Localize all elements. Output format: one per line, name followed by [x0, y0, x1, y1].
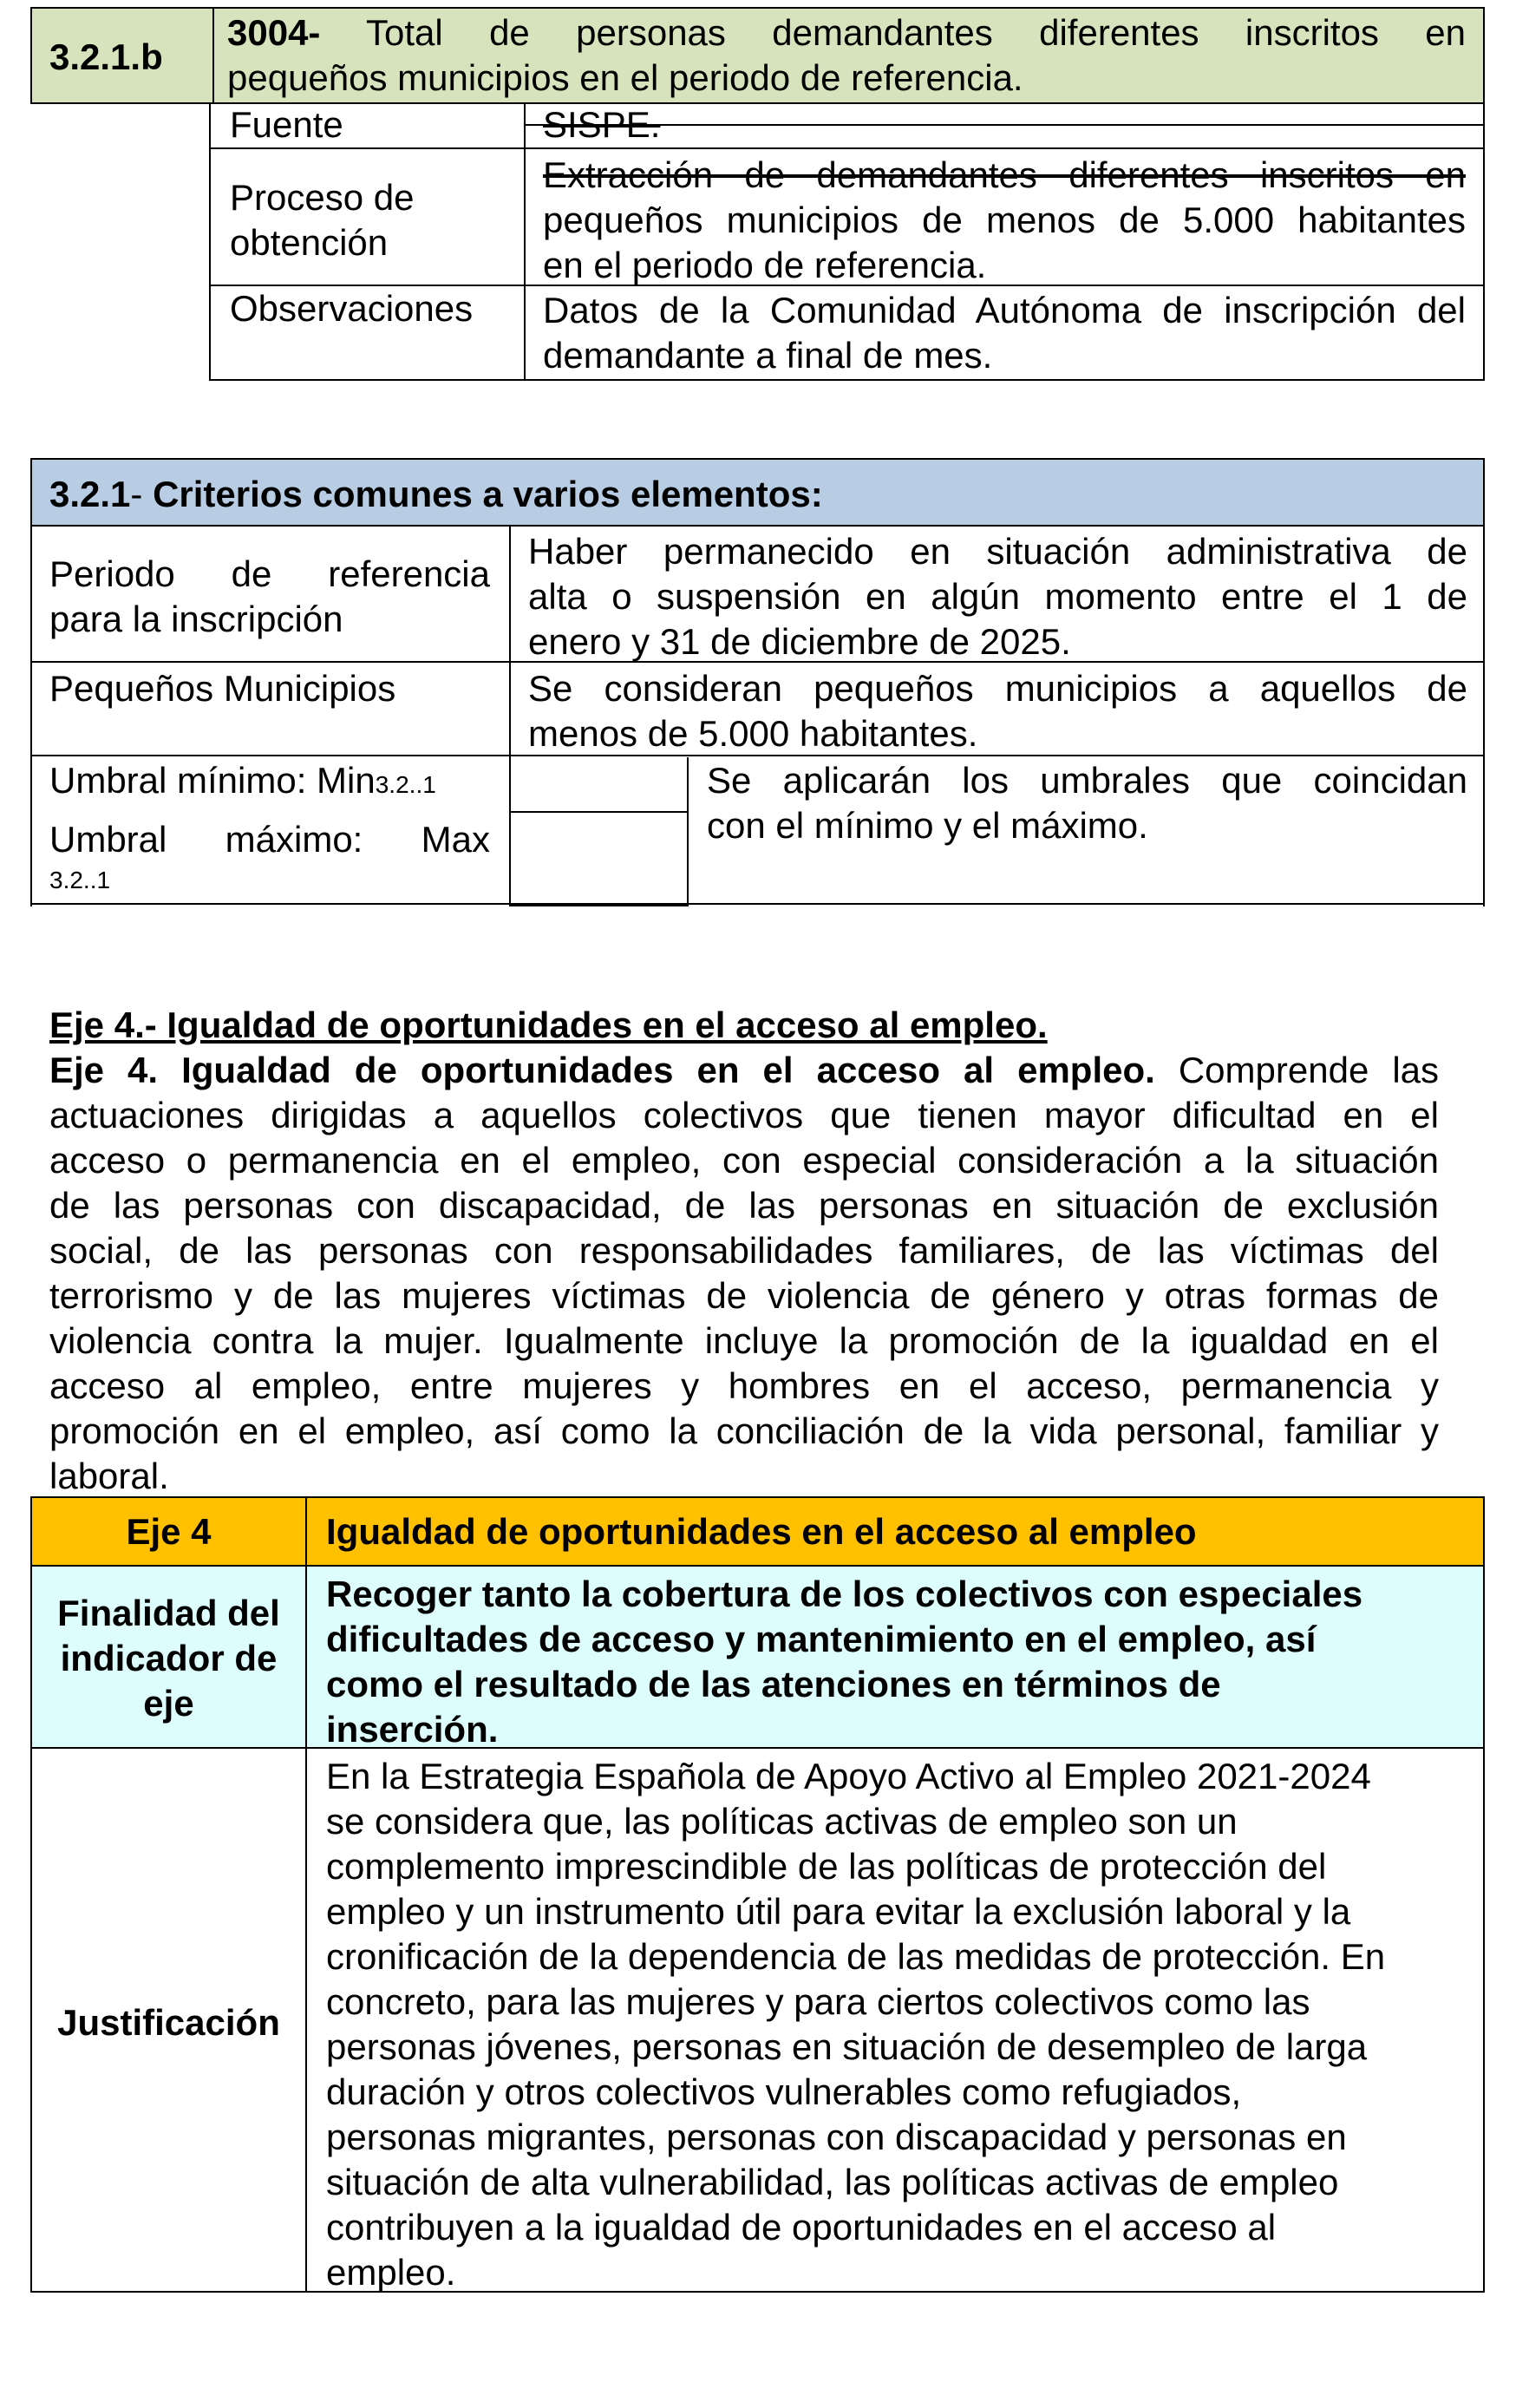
finalidad-label-3: eje — [143, 1683, 194, 1724]
observaciones-value-1: Datos de la Comunidad Autónoma de inscripción del — [543, 290, 1466, 330]
finalidad-line: Recoger tanto la cobertura de los colectivos con especiales — [326, 1574, 1363, 1614]
observaciones-value-2: demandante a final de mes. — [543, 335, 993, 376]
umbral-value-1: Se aplicarán los umbrales que coincidan — [707, 760, 1467, 801]
fuente-value: SISPE. — [543, 104, 661, 145]
para-line: violencia contra la mujer. Igualmente incluye la promoción de la igualdad en el — [49, 1320, 1439, 1361]
section-heading: Eje 4.- Igualdad de oportunidades en el acceso al empleo. — [49, 1004, 1048, 1045]
eje-label: Eje 4 — [126, 1511, 212, 1552]
proceso-value-3: en el periodo de referencia. — [543, 245, 987, 285]
justificacion-line: empleo. — [326, 2252, 456, 2293]
umbral-min-label: Umbral mínimo: Min3.2..1 — [49, 760, 436, 801]
justificacion-line: personas migrantes, personas con discapacidad y personas en — [326, 2117, 1347, 2157]
periodo-value-1: Haber permanecido en situación administrativa de — [528, 531, 1467, 572]
pequenos-label: Pequeños Municipios — [49, 668, 396, 709]
table1-indicator-line2: pequeños municipios en el periodo de referencia. — [227, 57, 1023, 98]
finalidad-label-1: Finalidad del — [57, 1593, 280, 1633]
periodo-value-2: alta o suspensión en algún momento entre el 1 de — [528, 576, 1467, 617]
section-paragraph-last: laboral. — [49, 1456, 169, 1496]
para-line: social, de las personas con responsabilidades familiares, de las víctimas del — [49, 1230, 1439, 1271]
periodo-label-1: Periodo de referencia — [49, 553, 490, 594]
table2-title: 3.2.1- Criterios comunes a varios elementos: — [49, 474, 823, 514]
para-line: acceso al empleo, entre mujeres y hombres en el acceso, permanencia y — [49, 1365, 1439, 1406]
pequenos-value-2: menos de 5.000 habitantes. — [528, 713, 978, 754]
para-line: actuaciones dirigidas a aquellos colectivos que tienen mayor dificultad en el — [49, 1095, 1439, 1135]
justificacion-line: concreto, para las mujeres y para ciertos colectivos como las — [326, 1981, 1310, 2022]
justificacion-line: empleo y un instrumento útil para evitar la exclusión laboral y la — [326, 1891, 1351, 1932]
para-line: terrorismo y de las mujeres víctimas de violencia de género y otras formas de — [49, 1275, 1439, 1316]
table1-code: 3.2.1.b — [49, 36, 163, 77]
umbral-max-subscript: 3.2..1 — [49, 867, 111, 893]
justificacion-line: complemento imprescindible de las políticas de protección del — [326, 1846, 1327, 1887]
proceso-value-1: Extracción de demandantes diferentes inscritos en — [543, 154, 1466, 195]
para-line: acceso o permanencia en el empleo, con especial consideración a la situación — [49, 1140, 1439, 1181]
periodo-value-3: enero y 31 de diciembre de 2025. — [528, 621, 1071, 662]
justificacion-line: duración y otros colectivos vulnerables como refugiados, — [326, 2071, 1242, 2112]
umbral-value-2: con el mínimo y el máximo. — [707, 805, 1148, 846]
umbral-min-subscript: 3.2..1 — [375, 771, 436, 798]
finalidad-line: como el resultado de las atenciones en términos de — [326, 1664, 1221, 1705]
justificacion-line: situación de alta vulnerabilidad, las políticas activas de empleo — [326, 2162, 1339, 2202]
para-line: de las personas con discapacidad, de las personas en situación de exclusión — [49, 1185, 1439, 1226]
table1-indicator-id: 3004- — [227, 12, 321, 53]
finalidad-line: inserción. — [326, 1709, 499, 1750]
periodo-label-2: para la inscripción — [49, 599, 343, 639]
proceso-value-2: pequeños municipios de menos de 5.000 habitantes — [543, 200, 1466, 240]
finalidad-label-2: indicador de — [60, 1638, 278, 1678]
observaciones-label: Observaciones — [230, 288, 474, 329]
section-paragraph-line-1: Eje 4. Igualdad de oportunidades en el acceso al empleo. Comprende las — [49, 1050, 1440, 1090]
eje-title: Igualdad de oportunidades en el acceso al empleo — [326, 1511, 1197, 1552]
proceso-label-2: obtención — [230, 222, 389, 263]
table1-indicator-line1: 3004- Total de personas demandantes diferentes inscritos en — [227, 12, 1466, 53]
justificacion-line: contribuyen a la igualdad de oportunidades en el acceso al — [326, 2207, 1277, 2248]
pequenos-value-1: Se consideran pequeños municipios a aquellos de — [528, 668, 1467, 709]
fuente-label: Fuente — [230, 104, 343, 145]
proceso-label-1: Proceso de — [230, 177, 415, 218]
justificacion-line: En la Estrategia Española de Apoyo Activo al Empleo 2021-2024 — [326, 1756, 1371, 1796]
justificacion-line: personas jóvenes, personas en situación de desempleo de larga — [326, 2026, 1368, 2067]
para-line: promoción en el empleo, así como la conciliación de la vida personal, familiar y — [49, 1410, 1439, 1451]
justificacion-line: se considera que, las políticas activas de empleo son un — [326, 1801, 1238, 1842]
justificacion-line: cronificación de la dependencia de las medidas de protección. En — [326, 1936, 1386, 1977]
justificacion-label: Justificación — [57, 2002, 280, 2043]
finalidad-line: dificultades de acceso y mantenimiento en el empleo, así — [326, 1619, 1317, 1659]
umbral-max-label: Umbral máximo: Max — [49, 819, 490, 860]
